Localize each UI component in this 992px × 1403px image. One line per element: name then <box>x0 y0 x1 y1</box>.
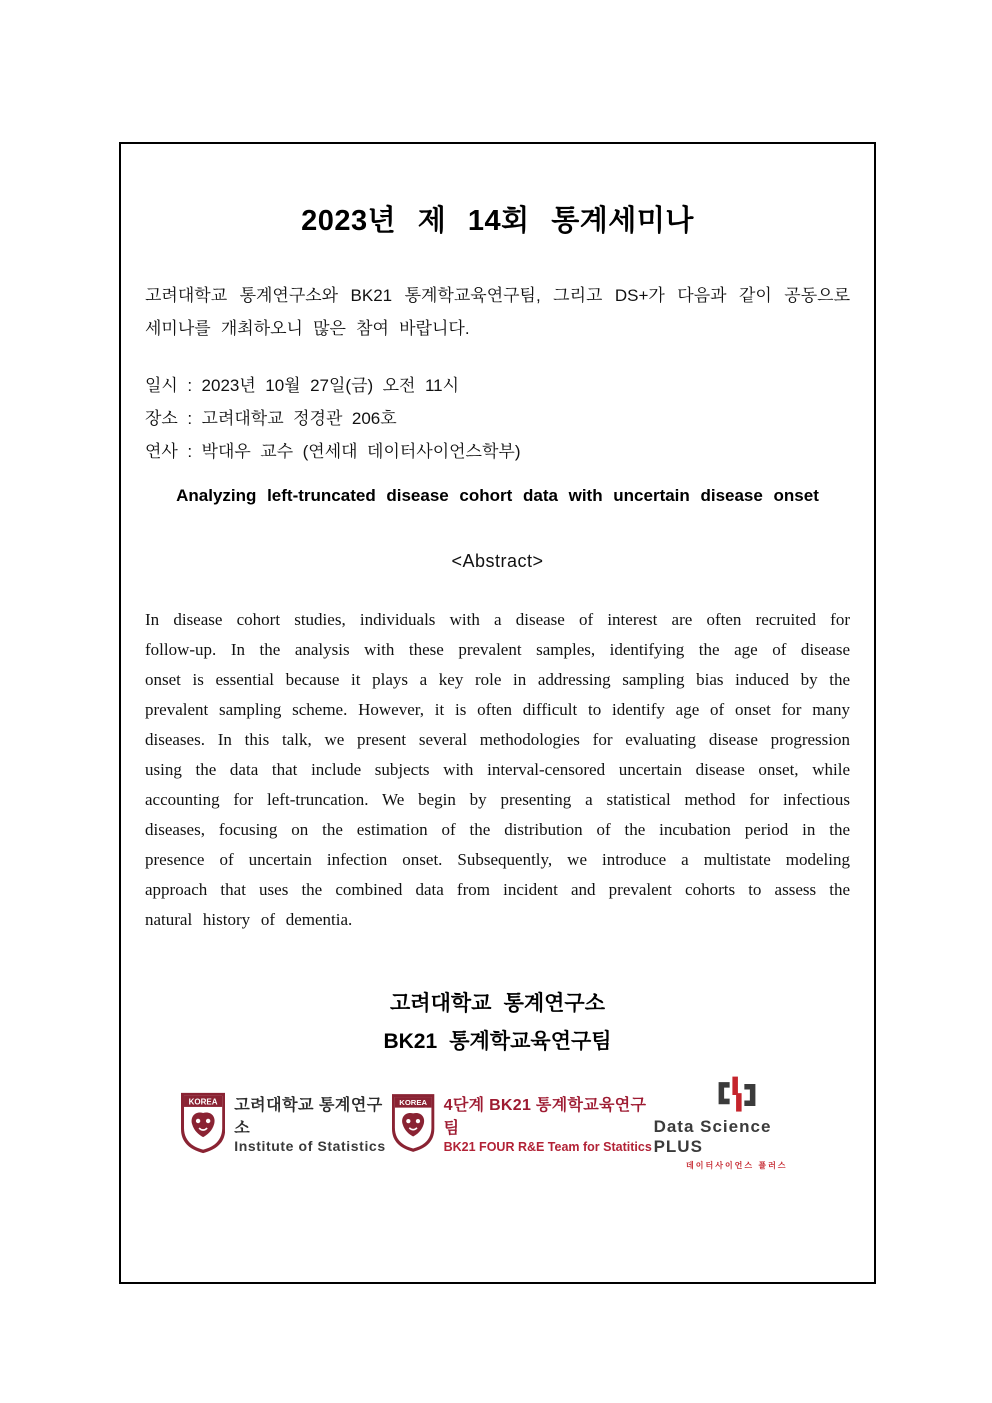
event-details <box>145 369 850 468</box>
logo-ku-institute-of-statistics <box>181 1092 392 1154</box>
detail-location: 장소 : 고려대학교 정경관 206호 <box>145 409 397 428</box>
ku-logo-korean-label: 고려대학교 통계연구소 <box>234 1097 383 1137</box>
detail-datetime: 일시 : 2023년 10월 27일(금) 오전 11시 <box>145 376 460 395</box>
korea-university-shield-icon <box>181 1092 225 1154</box>
ds-plus-english-label: Data Science PLUS <box>653 1117 772 1156</box>
korea-university-shield-icon <box>392 1093 434 1153</box>
svg-text:KOREA: KOREA <box>399 1098 428 1108</box>
data-science-plus-mark-icon <box>714 1075 760 1115</box>
intro-paragraph: 고려대학교 통계연구소와 BK21 통계학교육연구팀, 그리고 DS+가 다음과 같이 공동으로 세미나를 개최하오니 많은 참여 바랍니다. <box>145 286 850 338</box>
seminar-title: 2023년 제 14회 통계세미나 <box>301 205 694 237</box>
organizer-names <box>145 985 850 1061</box>
svg-text:KOREA: KOREA <box>188 1097 218 1107</box>
organizer-bk21-team: BK21 통계학교육연구팀 <box>383 1030 612 1053</box>
bk21-logo-korean-label: 4단계 BK21 통계학교육연구팀 <box>443 1097 647 1137</box>
abstract-body: In disease cohort studies, individuals with a disease of interest are often recruited for follow-up. In the analysis with these prevalent samples, identifying the age of disease onset is essential because it plays a key role in addressing sampling bias induced by the prevalent sampling scheme. However, it is often difficult to identify age of onset for many diseases. In this talk, we present several methodologies for evaluating disease progression using the data that include subjects with interval-censored uncertain disease onset, while accounting for left-truncation. We begin by presenting a statistical method for infectious diseases, focusing on the estimation of the distribution of the incubation period in the presence of uncertain infection onset. Subsequently, we introduce a multistate modeling approach that uses the combined data from incident and prevalent cohorts to assess the natural history of dementia. <box>145 610 850 929</box>
talk-title: Analyzing left-truncated disease cohort data with uncertain disease onset <box>176 486 819 505</box>
logos-row <box>145 1075 850 1171</box>
bk21-logo-english-label: BK21 FOUR R&E Team for Statitics <box>443 1140 652 1154</box>
logo-bk21-four-team <box>392 1092 653 1154</box>
document-border-frame <box>119 142 876 1284</box>
logo-data-science-plus <box>654 1075 820 1171</box>
organizer-institute: 고려대학교 통계연구소 <box>390 992 605 1015</box>
detail-speaker: 연사 : 박대우 교수 (연세대 데이터사이언스학부) <box>145 442 521 461</box>
ds-plus-korean-label: 데이터사이언스 플러스 <box>686 1161 788 1170</box>
ku-logo-english-label: Institute of Statistics <box>234 1138 386 1154</box>
abstract-heading: <Abstract> <box>451 551 544 571</box>
